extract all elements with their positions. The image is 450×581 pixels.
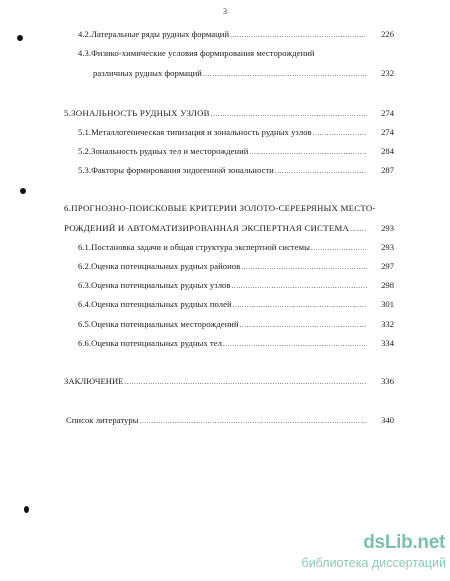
toc-page-number: 226 <box>381 29 394 39</box>
toc-page-number: 284 <box>381 146 394 156</box>
toc-page-number: 298 <box>381 280 394 290</box>
toc-entry-title: 6.3.Оценка потенциальных рудных узлов <box>78 280 231 290</box>
toc-entry-title: 6.2.Оценка потенциальных рудных районов <box>78 261 241 271</box>
scan-dot-top <box>17 35 23 41</box>
toc-leader-dots <box>233 299 367 311</box>
toc-entry-6-5[interactable] <box>78 318 394 330</box>
toc-page-number: 340 <box>381 415 394 425</box>
toc-page-number: 287 <box>381 165 394 175</box>
toc-entry-4-2[interactable] <box>78 28 394 40</box>
toc-entry-title: 6.5.Оценка потенциальных месторождений <box>78 319 239 329</box>
toc-page-number: 232 <box>381 68 394 78</box>
watermark-tagline: библиотека диссертаций <box>301 556 446 570</box>
toc-entry-6-4[interactable] <box>78 298 394 310</box>
toc-leader-dots <box>232 280 368 292</box>
toc-leader-dots <box>223 338 367 350</box>
page-number: 3 <box>223 7 227 16</box>
toc-entry-title: 4.2.Латеральные ряды рудных формаций <box>78 29 230 39</box>
watermark-logo: dsLib.net <box>363 532 445 553</box>
toc-leader-dots <box>125 376 367 388</box>
toc-chapter-6[interactable] <box>64 222 394 234</box>
toc-entry-title: 5.1.Металлогеническая типизация и зональность рудных узлов <box>78 127 312 137</box>
toc-leader-dots <box>241 261 367 273</box>
toc-entry-6-1[interactable] <box>78 241 394 253</box>
toc-entry-title: различных рудных формаций <box>93 68 202 78</box>
toc-leader-dots <box>249 146 367 158</box>
toc-entry-title: 4.3.Физико-химические условия формирования месторождений <box>78 48 315 58</box>
toc-references[interactable] <box>66 414 394 426</box>
toc-chapter-5[interactable] <box>64 107 394 119</box>
toc-page-number: 274 <box>381 127 394 137</box>
toc-entry-5-1[interactable] <box>78 126 394 138</box>
toc-entry-title: Список литературы <box>66 415 139 425</box>
toc-entry-6-2[interactable] <box>78 260 394 272</box>
toc-leader-dots <box>211 108 367 120</box>
toc-leader-dots <box>230 29 367 41</box>
toc-entry-title: ЗАКЛЮЧЕНИЕ <box>64 376 124 386</box>
toc-page-number: 334 <box>381 338 394 348</box>
scan-dot-bottom <box>24 506 29 513</box>
toc-leader-dots <box>140 415 367 427</box>
toc-entry-title: 5.3.Факторы формирования эндогенной зональности <box>78 165 274 175</box>
toc-leader-dots <box>313 127 367 139</box>
toc-page-number: 293 <box>381 242 394 252</box>
toc-entry-4-3-line1[interactable] <box>78 47 394 59</box>
toc-entry-6-3[interactable] <box>78 279 394 291</box>
toc-entry-title: 6.6.Оценка потенциальных рудных тел <box>78 338 222 348</box>
toc-page-number: 301 <box>381 299 394 309</box>
toc-entry-5-2[interactable] <box>78 145 394 157</box>
toc-page-number: 332 <box>381 319 394 329</box>
toc-leader-dots <box>350 223 367 235</box>
toc-chapter-6-line1[interactable] <box>64 202 394 214</box>
toc-conclusion[interactable] <box>64 375 394 387</box>
toc-entry-title: 6.1.Постановка задачи и общая структура экспертной системы <box>78 242 310 252</box>
toc-entry-4-3[interactable] <box>93 67 394 79</box>
toc-page-number: 336 <box>381 376 394 386</box>
toc-leader-dots <box>240 319 367 331</box>
toc-leader-dots <box>203 68 367 80</box>
toc-leader-dots <box>311 242 367 254</box>
toc-entry-title: 5.2.Зональность рудных тел и месторождений <box>78 146 249 156</box>
toc-chapter-title: 5.ЗОНАЛЬНОСТЬ РУДНЫХ УЗЛОВ <box>64 108 210 118</box>
toc-entry-6-6[interactable] <box>78 337 394 349</box>
toc-leader-dots <box>275 165 367 177</box>
toc-entry-5-3[interactable] <box>78 164 394 176</box>
toc-chapter-title: 6.ПРОГНОЗНО-ПОИСКОВЫЕ КРИТЕРИИ ЗОЛОТО-СЕРЕБРЯНЫХ МЕСТО- <box>64 203 376 213</box>
toc-page-number: 274 <box>381 108 394 118</box>
scan-dot-middle <box>20 188 26 194</box>
toc-chapter-title: РОЖДЕНИЙ И АВТОМАТИЗИРОВАННАЯ ЭКСПЕРТНАЯ СИСТЕМА <box>64 223 350 233</box>
toc-page-number: 293 <box>381 223 394 233</box>
toc-entry-title: 6.4.Оценка потенциальных рудных полей <box>78 299 232 309</box>
toc-page-number: 297 <box>381 261 394 271</box>
